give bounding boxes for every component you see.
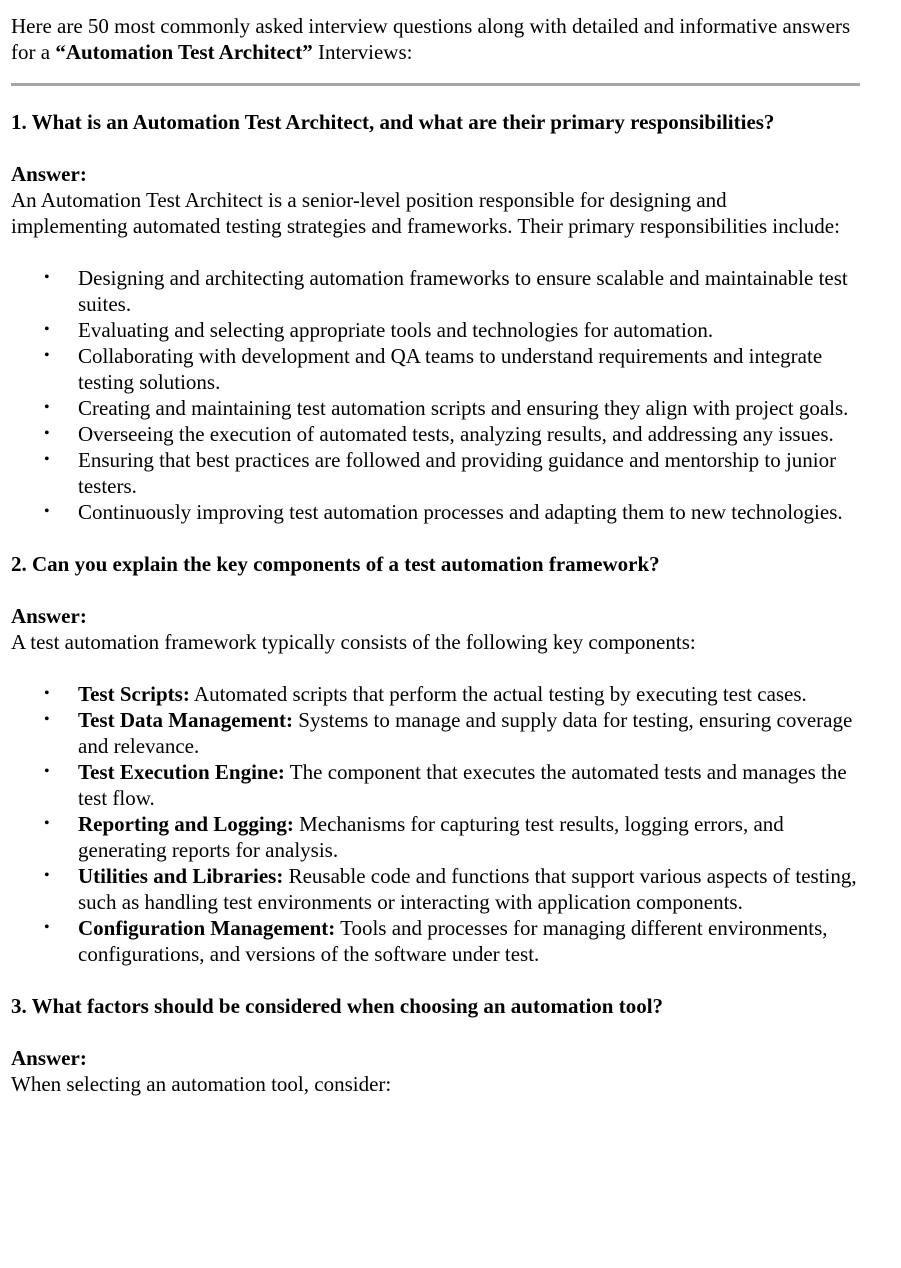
list-item [11, 343, 858, 395]
question-title: 1. What is an Automation Test Architect, and what are their primary responsibilities? [11, 110, 775, 134]
bullet-icon: • [44, 451, 50, 468]
bullet-icon: • [44, 321, 50, 338]
list-item [11, 707, 858, 759]
component-description: The component that executes the automated tests and manages the test flow. [78, 760, 847, 810]
component-description: Reusable code and functions that support various aspects of testing, such as handling test environments or interacting with application components. [78, 864, 857, 914]
list-item [11, 759, 858, 811]
component-description: Tools and processes for managing different environments, configurations, and versions of the software under test. [78, 916, 828, 966]
intro-prefix: Here are 50 most commonly asked interview questions along with detailed and informative answers for a [11, 14, 851, 64]
list-item-text: Overseeing the execution of automated tests, analyzing results, and addressing any issues. [78, 422, 834, 446]
list-item-text: Ensuring that best practices are followed and providing guidance and mentorship to junior testers. [78, 448, 837, 498]
bullet-icon: • [44, 685, 50, 702]
list-item [11, 421, 858, 447]
question-title: 2. Can you explain the key components of a test automation framework? [11, 552, 660, 576]
bullet-icon: • [44, 815, 50, 832]
bullet-icon: • [44, 867, 50, 884]
component-description: Mechanisms for capturing test results, logging errors, and generating reports for analysis. [78, 812, 784, 862]
question-section-1 [11, 109, 891, 525]
bullet-icon: • [44, 919, 50, 936]
list-item-text: Designing and architecting automation frameworks to ensure scalable and maintainable test suites. [78, 266, 848, 316]
responsibilities-list [11, 265, 891, 525]
answer-intro: When selecting an automation tool, consider: [11, 1072, 392, 1096]
answer-intro: An Automation Test Architect is a senior-level position responsible for designing and implementing automated testing strategies and frameworks. Their primary responsibilities include: [11, 188, 840, 238]
bullet-icon: • [44, 763, 50, 780]
answer-label: Answer: [11, 604, 87, 628]
list-item-text: Creating and maintaining test automation scripts and ensuring they align with project goals. [78, 396, 849, 420]
list-item-text: Collaborating with development and QA teams to understand requirements and integrate testing solutions. [78, 344, 823, 394]
list-item [11, 317, 858, 343]
component-term: Reporting and Logging: [78, 812, 294, 836]
component-description: Automated scripts that perform the actual testing by executing test cases. [189, 682, 807, 706]
bullet-icon: • [44, 399, 50, 416]
component-term: Test Scripts: [78, 682, 190, 706]
list-item [11, 447, 858, 499]
list-item [11, 863, 858, 915]
intro-paragraph [11, 13, 861, 65]
component-description: Systems to manage and supply data for testing, ensuring coverage and relevance. [78, 708, 853, 758]
horizontal-divider [11, 83, 860, 86]
list-item [11, 681, 858, 707]
question-title: 3. What factors should be considered when choosing an automation tool? [11, 994, 664, 1018]
components-list [11, 681, 891, 967]
list-item [11, 811, 858, 863]
list-item [11, 265, 858, 317]
bullet-icon: • [44, 347, 50, 364]
list-item [11, 499, 858, 525]
list-item-text: Evaluating and selecting appropriate tools and technologies for automation. [78, 318, 714, 342]
list-item-text: Continuously improving test automation processes and adapting them to new technologies. [78, 500, 843, 524]
question-section-3 [11, 993, 891, 1097]
component-term: Test Data Management: [78, 708, 294, 732]
answer-intro: A test automation framework typically consists of the following key components: [11, 630, 696, 654]
list-item [11, 395, 858, 421]
component-term: Configuration Management: [78, 916, 336, 940]
intro-suffix: Interviews: [312, 40, 413, 64]
component-term: Test Execution Engine: [78, 760, 285, 784]
answer-label: Answer: [11, 1046, 87, 1070]
question-section-2 [11, 551, 891, 967]
intro-highlight: “Automation Test Architect” [55, 40, 313, 64]
answer-label: Answer: [11, 162, 87, 186]
list-item [11, 915, 858, 967]
bullet-icon: • [44, 425, 50, 442]
bullet-icon: • [44, 503, 50, 520]
bullet-icon: • [44, 269, 50, 286]
bullet-icon: • [44, 711, 50, 728]
component-term: Utilities and Libraries: [78, 864, 284, 888]
